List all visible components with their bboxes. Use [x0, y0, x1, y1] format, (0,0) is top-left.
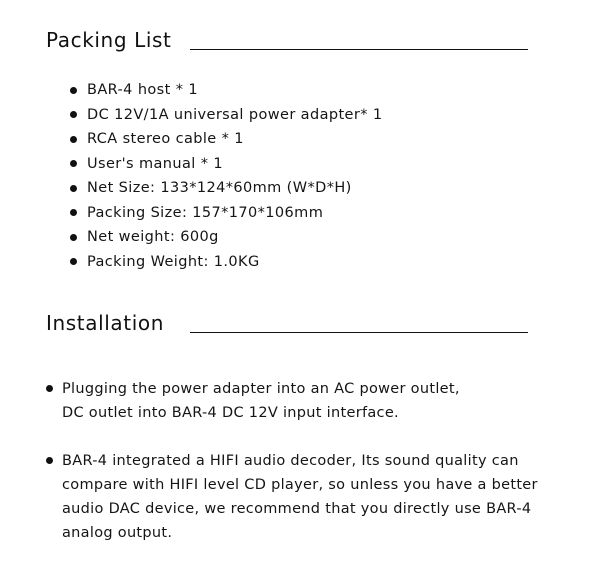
- list-item-text: Net Size: 133*124*60mm (W*D*H): [87, 180, 352, 197]
- list-item: [70, 127, 383, 152]
- list-item: [70, 152, 383, 177]
- installation-step: [46, 449, 538, 545]
- installation-step: [46, 377, 460, 425]
- list-item: [70, 201, 383, 226]
- list-item: [70, 176, 383, 201]
- installation-rule: [190, 332, 528, 333]
- bullet-icon: [70, 234, 77, 241]
- list-item-text: DC 12V/1A universal power adapter* 1: [87, 106, 383, 123]
- list-item-text: Packing Weight: 1.0KG: [87, 253, 260, 270]
- bullet-icon: [46, 385, 53, 392]
- packing-list-title: Packing List: [46, 28, 172, 52]
- packing-list-rule: [190, 49, 528, 50]
- list-item-text: User's manual * 1: [87, 155, 223, 172]
- list-item-text: Packing Size: 157*170*106mm: [87, 204, 324, 221]
- bullet-icon: [70, 111, 77, 118]
- list-item: [70, 103, 383, 128]
- installation-step-text: BAR-4 integrated a HIFI audio decoder, Its sound quality can compare with HIFI level CD player, so unless you have a better audio DAC device, we recommend that you directly use BAR-4 analog output.: [62, 453, 538, 541]
- bullet-icon: [70, 160, 77, 167]
- bullet-icon: [70, 87, 77, 94]
- list-item-text: Net weight: 600g: [87, 229, 219, 246]
- bullet-icon: [70, 136, 77, 143]
- list-item: [70, 250, 383, 275]
- bullet-icon: [46, 457, 53, 464]
- list-item: [70, 225, 383, 250]
- installation-title: Installation: [46, 311, 164, 335]
- bullet-icon: [70, 209, 77, 216]
- bullet-icon: [70, 258, 77, 265]
- packing-list: [70, 78, 383, 274]
- installation-heading: [46, 311, 164, 335]
- bullet-icon: [70, 185, 77, 192]
- packing-list-heading: [46, 28, 171, 52]
- list-item: [70, 78, 383, 103]
- list-item-text: BAR-4 host * 1: [87, 82, 199, 99]
- list-item-text: RCA stereo cable * 1: [87, 131, 244, 148]
- installation-step-text: Plugging the power adapter into an AC power outlet, DC outlet into BAR-4 DC 12V input interface.: [62, 381, 460, 421]
